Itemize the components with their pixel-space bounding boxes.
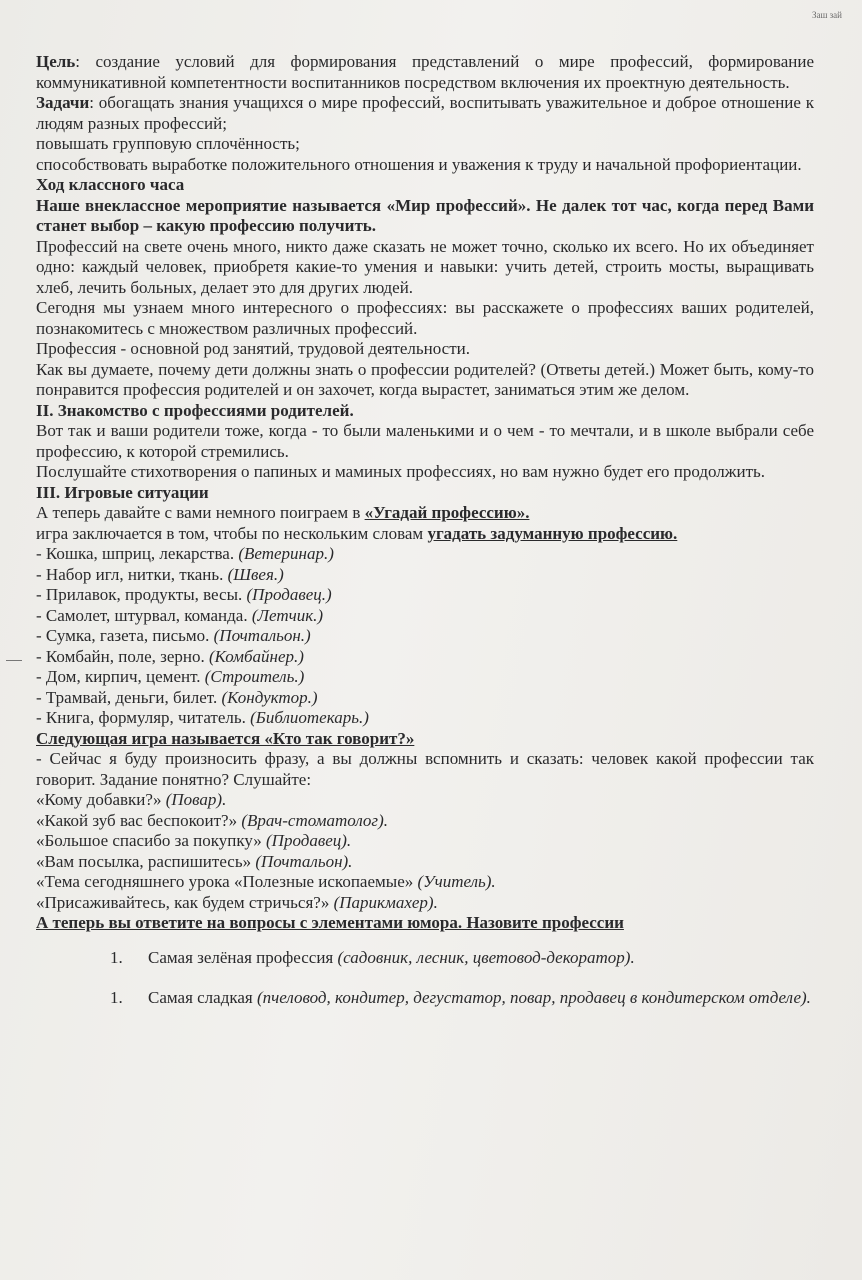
margin-tick <box>6 660 22 661</box>
section3-title: III. Игровые ситуации <box>36 482 209 502</box>
goal-text: : создание условий для формирования представлений о мире профессий, формирование коммуникативной компетентности воспитанников посредством включения их проектную деятельность. <box>36 52 814 92</box>
document-body <box>36 52 814 1029</box>
tasks-label: Задачи <box>36 93 90 112</box>
riddle-item: - Прилавок, продукты, весы. (Продавец.) <box>36 585 332 604</box>
tasks-paragraph <box>36 93 814 134</box>
list-number: 1. <box>110 988 123 1007</box>
paragraph-3: Профессия - основной род занятий, трудовой деятельности. <box>36 339 470 358</box>
humor-list <box>36 948 814 1009</box>
phrase-item: «Присаживайтесь, как будем стричься?» (Парикмахер). <box>36 892 438 912</box>
riddle-item: - Трамвай, деньги, билет. (Кондуктор.) <box>36 687 318 707</box>
paragraph-4: Как вы думаете, почему дети должны знать о профессии родителей? (Ответы детей.) Может быть, кому-то понравится профессия родителей и он захочет, когда вырастет, заниматься этим же делом. <box>36 359 814 399</box>
paragraph-1: Профессий на свете очень много, никто даже сказать не может точно, сколько их всего. Но их объединяет одно: каждый человек, приобретя какие-то умения и навыки: учить детей, строить мосты, выращивать хлеб, лечить больных, делает это для других людей. <box>36 236 814 297</box>
section-title: Ход классного часа <box>36 175 185 194</box>
section3-p2-text: игра заключается в том, чтобы по нескольким словам <box>36 523 428 543</box>
section3-paragraph-2 <box>36 524 814 545</box>
section2-title: II. Знакомство с профессиями родителей. <box>36 400 354 420</box>
riddle-item: - Самолет, штурвал, команда. (Летчик.) <box>36 605 324 625</box>
section2-paragraph-1: Вот так и ваши родители тоже, когда - то были маленькими и о чем - то мечтали, и в школе выбрали себе профессию, к которой стремились. <box>36 421 814 461</box>
section3-paragraph-1 <box>36 503 814 524</box>
phrase-item: «Вам посылка, распишитесь» (Почтальон). <box>36 851 353 871</box>
goal-label: Цель <box>36 52 76 71</box>
game2-title: Следующая игра называется «Кто так говорит?» <box>36 728 415 748</box>
tasks-line-2: повышать групповую сплочённость; <box>36 134 300 153</box>
section3-p1-text: А теперь давайте с вами немного поиграем в <box>36 503 365 522</box>
riddle-item: - Сумка, газета, письмо. (Почтальон.) <box>36 626 311 645</box>
riddle-item: - Набор игл, нитки, ткань. (Швея.) <box>36 564 284 584</box>
phrase-item: «Кому добавки?» (Повар). <box>36 790 227 809</box>
riddle-item: - Комбайн, поле, зерно. (Комбайнер.) <box>36 646 304 666</box>
humor-title: А теперь вы ответите на вопросы с элементами юмора. Назовите профессии <box>36 913 624 932</box>
goal-paragraph <box>36 52 814 93</box>
phrase-item: «Большое спасибо за покупку» (Продавец). <box>36 831 352 850</box>
game-goal: угадать задуманную профессию. <box>427 523 678 543</box>
riddle-item: - Книга, формуляр, читатель. (Библиотекарь.) <box>36 708 369 727</box>
tasks-line-3: способствовать выработке положительного отношения и уважения к труду и начальной профориентации. <box>36 154 802 174</box>
paragraph-2: Сегодня мы узнаем много интересного о профессиях: вы расскажете о профессиях ваших родителей, познакомитесь с множеством различных профессий. <box>36 298 814 338</box>
corner-mark: Заш зай <box>811 10 842 20</box>
list-item: 1. Самая сладкая (пчеловод, кондитер, дегустатор, повар, продавец в кондитерском отделе). <box>110 988 811 1007</box>
phrase-item: «Какой зуб вас беспокоит?» (Врач-стоматолог). <box>36 810 388 830</box>
section2-paragraph-2: Послушайте стихотворения о папиных и маминых профессиях, но вам нужно будет его продолжить. <box>36 462 766 481</box>
game-name: «Угадай профессию». <box>364 503 530 522</box>
list-number: 1. <box>110 947 123 967</box>
list-item: 1. Самая зелёная профессия (садовник, лесник, цветовод-декоратор). <box>110 947 635 967</box>
intro-bold: Наше внеклассное мероприятие называется «Мир профессий». Не далек тот час, когда перед Вами станет выбор – какую профессию получить. <box>36 195 814 235</box>
riddle-item: - Кошка, шприц, лекарства. (Ветеринар.) <box>36 544 334 563</box>
phrase-item: «Тема сегодняшнего урока «Полезные ископаемые» (Учитель). <box>36 872 496 891</box>
game2-intro: - Сейчас я буду произносить фразу, а вы должны вспомнить и сказать: человек какой профессии так говорит. Задание понятно? Слушайте: <box>36 749 814 789</box>
tasks-text: : обогащать знания учащихся о мире профессий, воспитывать уважительное и доброе отношение к людям разных профессий; <box>36 93 814 133</box>
riddle-item: - Дом, кирпич, цемент. (Строитель.) <box>36 667 305 686</box>
